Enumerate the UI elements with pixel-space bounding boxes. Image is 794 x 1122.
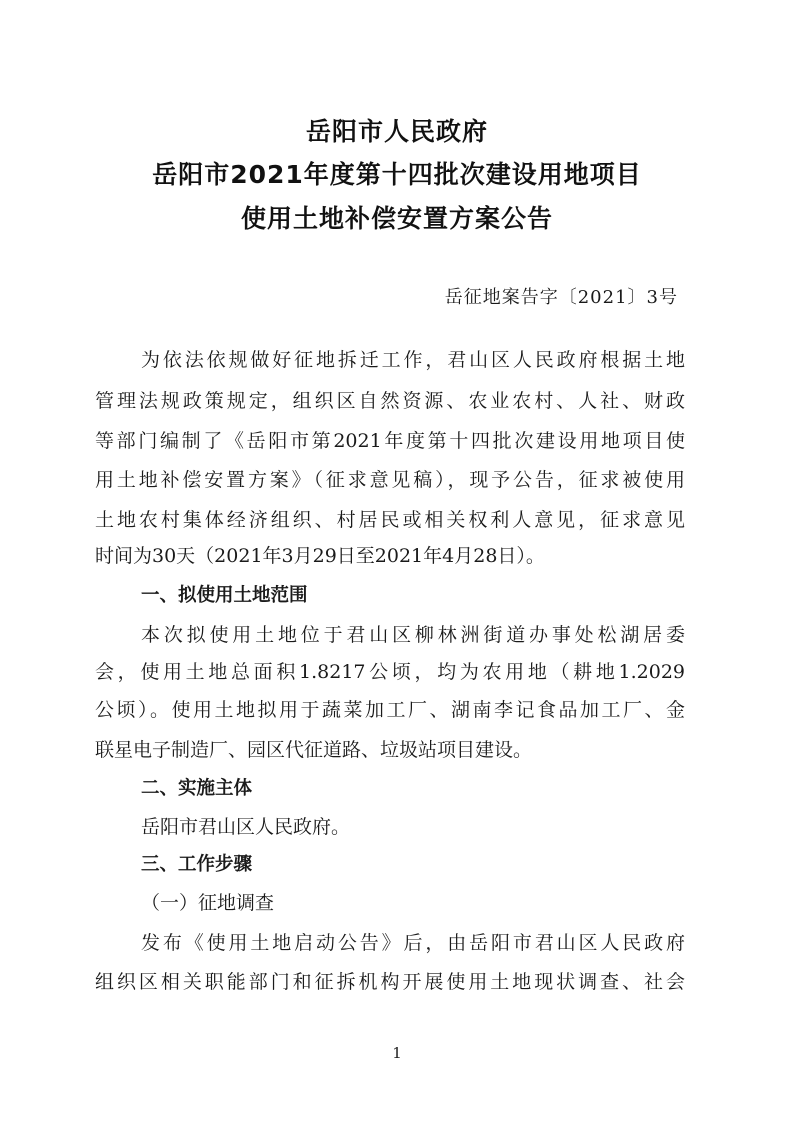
section1-line: 联星电子制造厂、园区代征道路、垃圾站项目建设。	[95, 739, 533, 761]
subsection-heading-1: （一）征地调查	[141, 892, 275, 914]
page-number: 1	[392, 1044, 402, 1062]
section2-text: 岳阳市君山区人民政府。	[141, 816, 351, 838]
section1-line: 本次拟使用土地位于君山区柳林洲街道办事处松湖居委	[141, 624, 685, 646]
intro-line: 管理法规政策规定，组织区自然资源、农业农村、人社、财政	[95, 390, 685, 412]
subsection1-line: 组织区相关职能部门和征拆机构开展使用土地现状调查、社会	[95, 971, 685, 993]
intro-line: 为依法依规做好征地拆迁工作，君山区人民政府根据土地	[141, 349, 685, 371]
title-line-3: 使用土地补偿安置方案公告	[240, 204, 553, 233]
intro-line: 时间为30天（2021年3月29日至2021年4月28日）。	[95, 545, 545, 567]
section-heading-1: 一、拟使用土地范围	[141, 585, 308, 606]
intro-line: 土地农村集体经济组织、村居民或相关权利人意见，征求意见	[95, 509, 685, 531]
section1-line: 公顷）。使用土地拟用于蔬菜加工厂、湖南李记食品加工厂、金	[95, 699, 685, 721]
intro-line: 等部门编制了《岳阳市第2021年度第十四批次建设用地项目使	[95, 430, 685, 452]
document-number: 岳征地案告字〔2021〕3号	[444, 287, 678, 308]
title-line-1: 岳阳市人民政府	[305, 117, 488, 146]
subsection1-line: 发布《使用土地启动公告》后，由岳阳市君山区人民政府	[141, 932, 685, 954]
title-line-2: 岳阳市2021年度第十四批次建设用地项目	[152, 160, 642, 189]
section-heading-3: 三、工作步骤	[141, 854, 253, 875]
section1-line: 会，使用土地总面积1.8217公顷，均为农用地（耕地1.2029	[95, 661, 685, 683]
section-heading-2: 二、实施主体	[141, 778, 253, 799]
intro-line: 用土地补偿安置方案》（征求意见稿），现予公告，征求被使用	[95, 469, 685, 491]
